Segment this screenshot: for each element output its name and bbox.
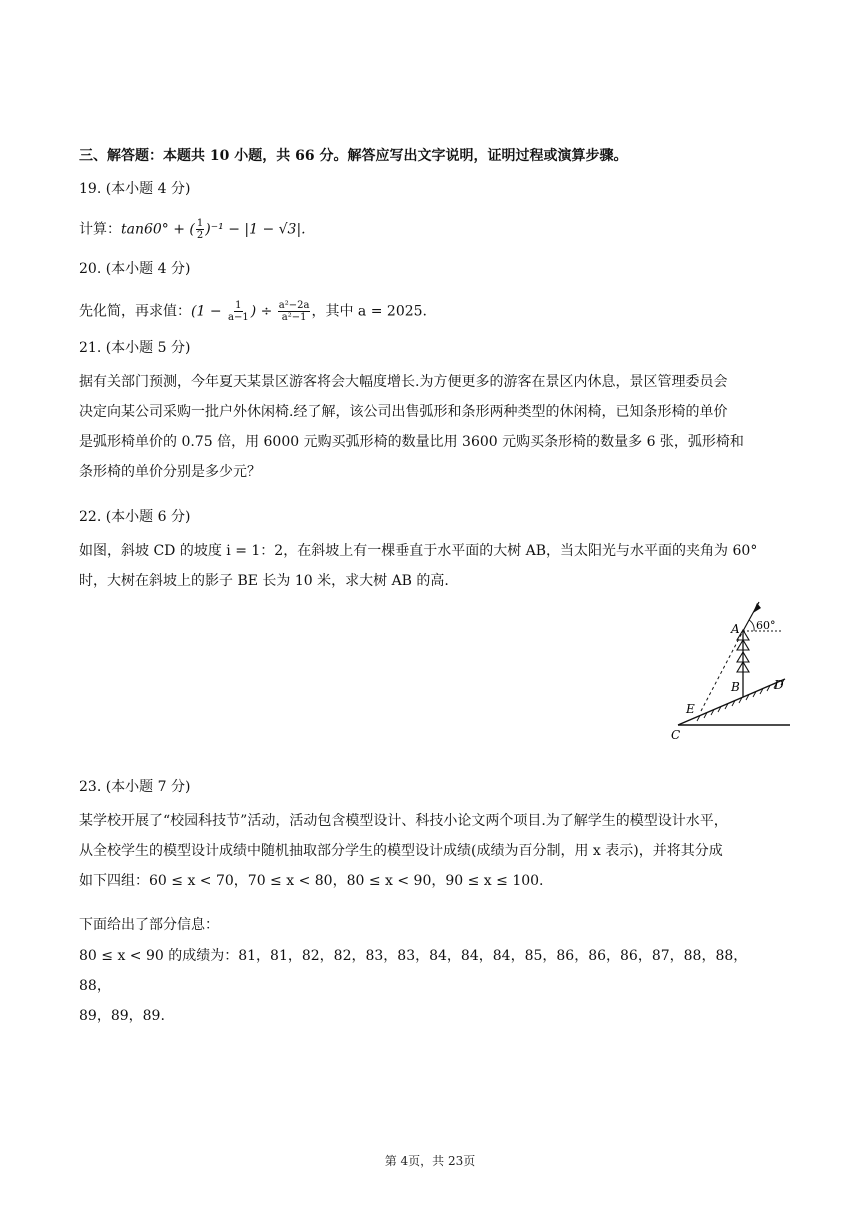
q20-f1-den: a−1 (228, 312, 249, 323)
arrow-icon (753, 603, 761, 613)
point-e-label: E (686, 702, 695, 716)
q20-body (79, 300, 427, 323)
q23-line: 如下四组：60 ≤ x < 70，70 ≤ x < 80，80 ≤ x < 90，90 ≤ x ≤ 100. (79, 873, 544, 889)
q19-frac-den: 2 (196, 230, 204, 241)
q20-expr-a: (1 − (191, 303, 226, 320)
q20-f1-num: 1 (235, 300, 242, 311)
q21-body (79, 367, 779, 487)
q20-suffix: ，其中 a = 2025. (311, 303, 427, 320)
q20-f2-num: a²−2a (278, 300, 310, 311)
point-b-label: B (731, 680, 740, 694)
q23-data-line: 80 ≤ x < 90 的成绩为：81，81，82，82，83，83，84，84，84，85，86，86，86，87，88，88，88， (79, 948, 748, 994)
page-footer: 第 4页，共 23页 (384, 1154, 476, 1168)
point-a-label: A (731, 622, 740, 636)
q23-line: 从全校学生的模型设计成绩中随机抽取部分学生的模型设计成绩(成绩为百分制，用 x 表示)，并将其分成 (79, 843, 723, 859)
q23-data-line: 89，89，89. (79, 1008, 165, 1024)
q21-line: 条形椅的单价分别是多少元？ (79, 464, 261, 480)
q19-expr-b: )⁻¹ − |1 − √3|. (205, 221, 306, 238)
q20-prefix: 先化简，再求值： (79, 303, 191, 320)
q21-line: 决定向某公司采购一批户外休闲椅.经了解，该公司出售弧形和条形两种类型的休闲椅，已知条形椅的单价 (79, 404, 728, 420)
q22-label: 22. (本小题 6 分) (79, 509, 191, 525)
q19-prefix: 计算： (79, 221, 121, 238)
q20-f2-den: a²−1 (281, 312, 307, 323)
q22-body (79, 536, 779, 596)
q21-line: 是弧形椅单价的 0.75 倍，用 6000 元购买弧形椅的数量比用 3600 元购买条形椅的数量多 6 张，弧形椅和 (79, 434, 744, 450)
q23-data (79, 941, 779, 1031)
angle-arc (749, 620, 754, 631)
point-d-label: D (774, 678, 784, 692)
q21-line: 据有关部门预测，今年夏天某景区游客将会大幅度增长.为方便更多的游客在景区内休息，景区管理委员会 (79, 374, 728, 390)
q19-label: 19. (本小题 4 分) (79, 181, 191, 197)
sun-ray-dashed (701, 631, 743, 711)
q23-line: 某学校开展了“校园科技节”活动，活动包含模型设计、科技小论文两个项目.为了解学生的模型设计水平， (79, 813, 728, 829)
q22-line: 时，大树在斜坡上的影子 BE 长为 10 米，求大树 AB 的高. (79, 573, 449, 589)
q21-label: 21. (本小题 5 分) (79, 340, 191, 356)
q22-line: 如图，斜坡 CD 的坡度 i = 1：2，在斜坡上有一棵垂直于水平面的大树 AB，当太阳光与水平面的夹角为 60° (79, 543, 758, 559)
q20-fraction-1 (227, 300, 250, 323)
q20-label: 20. (本小题 4 分) (79, 261, 191, 277)
q19-body (79, 218, 306, 241)
point-c-label: C (671, 728, 681, 742)
slope-tree-figure (670, 600, 794, 750)
q20-fraction-2 (278, 300, 311, 323)
section-header: 三、解答题：本题共 10 小题，共 66 分。解答应写出文字说明，证明过程或演算步骤。 (79, 148, 628, 164)
angle-label: 60° (756, 619, 776, 632)
q19-frac-num: 1 (196, 218, 204, 229)
q19-expr-a: tan60° + ( (121, 221, 195, 238)
q19-fraction (196, 218, 204, 241)
q20-expr-b: ) ÷ (250, 303, 277, 320)
q23-body (79, 806, 779, 896)
q23-info-intro: 下面给出了部分信息： (79, 917, 219, 933)
q23-label: 23. (本小题 7 分) (79, 779, 191, 795)
